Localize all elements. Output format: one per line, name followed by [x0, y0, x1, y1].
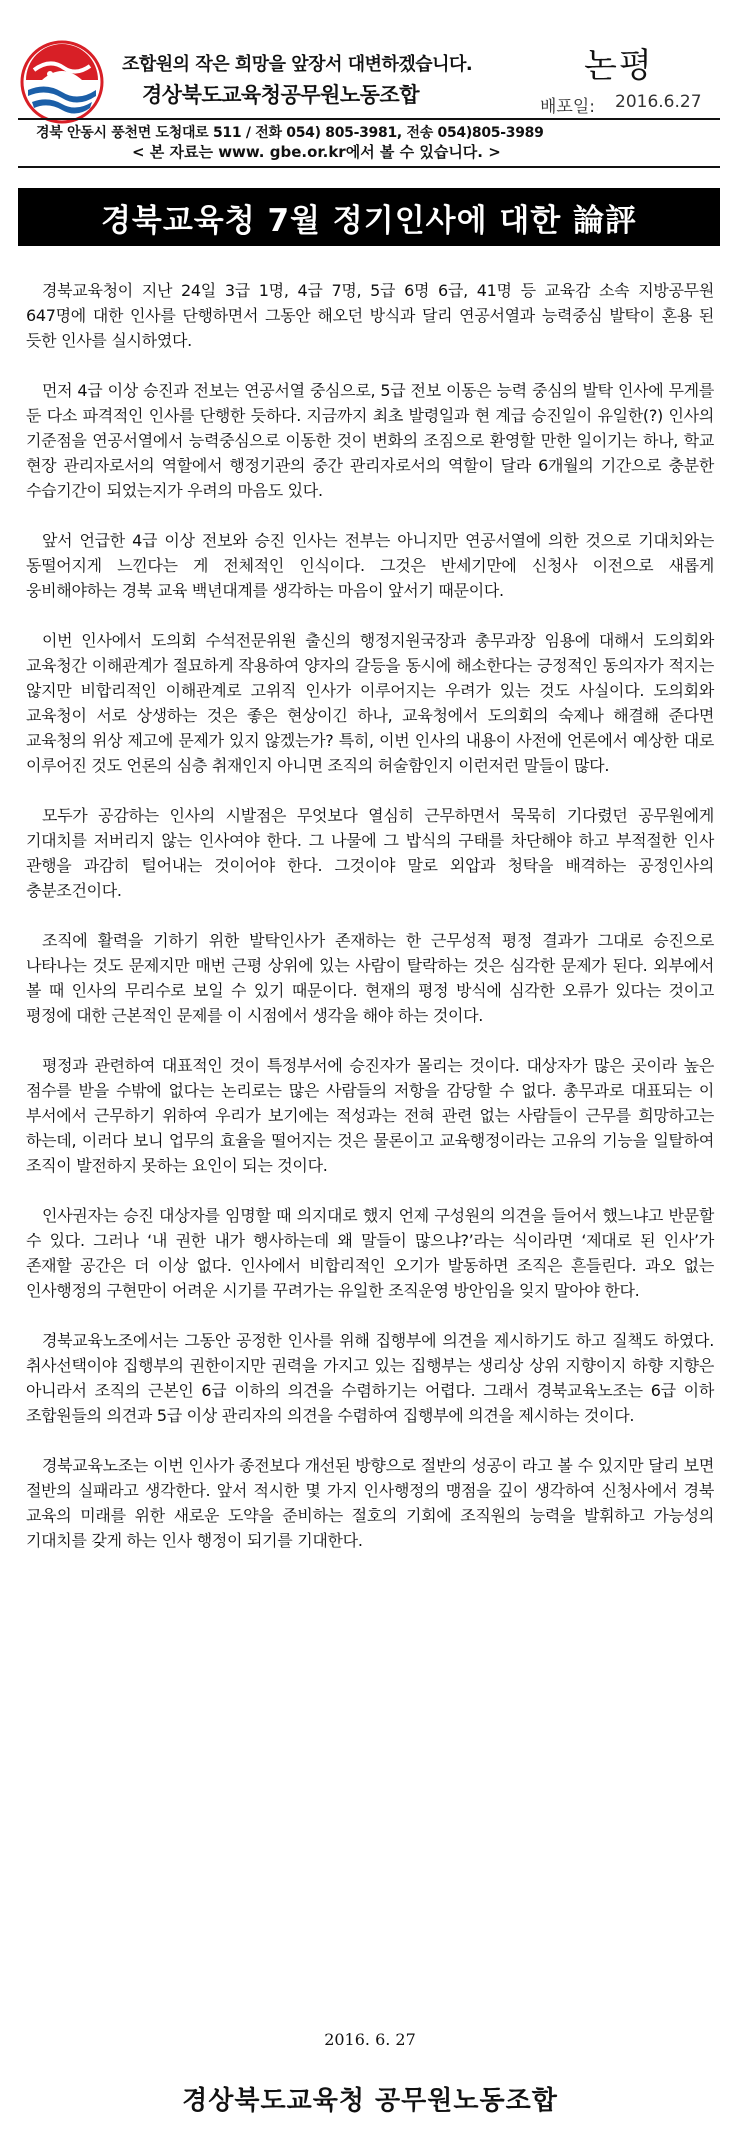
- union-name: 경상북도교육청공무원노동조합: [142, 83, 420, 107]
- paragraph: 모두가 공감하는 인사의 시발점은 무엇보다 열심히 근무하면서 묵묵히 기다렸던 공무원에게 기대치를 저버리지 않는 인사여야 한다. 그 나물에 그 밥식의 구태를 차단해야 하고 부적절한 인사 관행을 과감히 털어내는 것이어야 한다. 그것이야 말로 외압과 청탁을 배격하는 공정인사의 충분조건이다.: [26, 806, 714, 900]
- article-body: [26, 278, 714, 1578]
- paragraph: 앞서 언급한 4급 이상 전보와 승진 인사는 전부는 아니지만 연공서열에 의한 것으로 기대치와는 동떨어지게 느낀다는 게 전체적인 인식이다. 그것은 반세기만에 신청사 이전으로 새롭게 웅비해야하는 경북 교육 백년대계를 생각하는 마음이 앞서기 때문이다.: [26, 531, 714, 600]
- title-banner: [18, 188, 720, 246]
- paragraph: 경북교육노조는 이번 인사가 종전보다 개선된 방향으로 절반의 성공이 라고 볼 수 있지만 달리 보면 절반의 실패라고 생각한다. 앞서 적시한 몇 가지 인사행정의 맹점을 깊이 생각하여 신청사에서 경북 교육의 미래를 위한 새로운 도약을 준비하는 절호의 기회에 조직원의 능력을 발휘하고 가능성의 기대치를 갖게 하는 인사 행정이 되기를 기대한다.: [26, 1456, 714, 1550]
- paragraph: 이번 인사에서 도의회 수석전문위원 출신의 행정지원국장과 총무과장 임용에 대해서 도의회와 교육청간 이해관계가 절묘하게 작용하여 양자의 갈등을 동시에 해소한다는 긍정적인 동의자가 적지는 않지만 비합리적인 이해관계로 고위직 인사가 이루어지는 우려가 있는 것도 사실이다. 도의회와 교육청이 서로 상생하는 것은 좋은 현상이긴 하나, 교육청에서 도의회의 숙제나 해결해 준다면 교육청의 위상 제고에 문제가 있지 않겠는가? 특히, 이번 인사의 내용이 사전에 언론에서 예상한 대로 이루어진 것도 언론의 심층 취재인지 아니면 조직의 허술함인지 이런저런 말들이 많다.: [26, 631, 714, 775]
- distribution-date: 2016.6.27: [615, 92, 702, 112]
- union-logo-icon: [20, 40, 104, 124]
- paragraph: 평정과 관련하여 대표적인 것이 특정부서에 승진자가 몰리는 것이다. 대상자가 많은 곳이라 높은 점수를 받을 수밖에 없다는 논리로는 많은 사람들의 저항을 감당할 수 없다. 총무과로 대표되는 이 부서에서 근무하기 위하여 우리가 보기에는 적성과는 전혀 관련 없는 사람들이 근무를 희망하고는 하는데, 이러다 보니 업무의 효율을 떨어지는 것은 물론이고 교육행정이라는 고유의 기능을 일탈하여 조직이 발전하지 못하는 요인이 되는 것이다.: [26, 1056, 714, 1175]
- paragraph: 먼저 4급 이상 승진과 전보는 연공서열 중심으로, 5급 전보 이동은 능력 중심의 발탁 인사에 무게를 둔 다소 파격적인 인사를 단행한 듯하다. 지금까지 최초 발령일과 현 계급 승진일이 유일한(?) 인사의 기준점을 연공서열에서 능력중심으로 이동한 것이 변화의 조짐으로 환영할 만한 일이기는 하나, 학교 현장 관리자로서의 역할에서 행정기관의 중간 관리자로서의 역할이 달라 6개월의 기간으로 충분한 수습기간이 되었는지가 우려의 마음도 있다.: [26, 381, 714, 500]
- letterhead: [0, 0, 740, 168]
- distribution-label: 배포일:: [540, 97, 595, 117]
- header-divider-bottom: [18, 166, 720, 168]
- header-divider-top: [18, 118, 720, 120]
- document-title: 경북교육청 7월 정기인사에 대한 論評: [100, 202, 638, 239]
- paragraph: 경북교육노조에서는 그동안 공정한 인사를 위해 집행부에 의견을 제시하기도 하고 질책도 하였다. 취사선택이야 집행부의 권한이지만 권력을 가지고 있는 집행부는 생리상 상위 지향이지 하향 지향은 아니라서 조직의 근본인 6급 이하의 의견을 수렴하기는 어렵다. 그래서 경북교육노조는 6급 이하 조합원들의 의견과 5급 이상 관리자의 의견을 수렴하여 집행부에 의견을 제시하는 것이다.: [26, 1331, 714, 1425]
- paragraph: 인사권자는 승진 대상자를 임명할 때 의지대로 했지 언제 구성원의 의견을 들어서 했느냐고 반문할 수 있다. 그러나 ‘내 권한 내가 행사하는데 왜 말들이 많으냐?’라는 식이라면 ‘제대로 된 인사’가 존재할 공간은 더 이상 없다. 인사에서 비합리적인 오기가 발동하면 조직은 흔들린다. 과오 없는 인사행정의 구현만이 어려운 시기를 꾸려가는 유일한 조직운영 방안임을 잊지 말아야 한다.: [26, 1206, 714, 1300]
- paragraph: 경북교육청이 지난 24일 3급 1명, 4급 7명, 5급 6명 6급, 41명 등 교육감 소속 지방공무원 647명에 대한 인사를 단행하면서 그동안 해오던 방식과 달리 연공서열과 능력중심 발탁이 혼용 된 듯한 인사를 실시하였다.: [26, 281, 714, 350]
- doc-type-label: 논평: [584, 46, 654, 86]
- source-note: < 본 자료는 www. gbe.or.kr에서 볼 수 있습니다. >: [132, 143, 501, 161]
- contact-info: 경북 안동시 풍천면 도청대로 511 / 전화 054) 805-3981, 전송 054)805-3989: [36, 125, 544, 141]
- closing-date: 2016. 6. 27: [324, 2030, 416, 2049]
- tagline: 조합원의 작은 희망을 앞장서 대변하겠습니다.: [122, 54, 473, 75]
- closing-signature: 경상북도교육청 공무원노동조합: [182, 2086, 558, 2116]
- paragraph: 조직에 활력을 기하기 위한 발탁인사가 존재하는 한 근무성적 평정 결과가 그대로 승진으로 나타나는 것도 문제지만 매번 근평 상위에 있는 사람이 탈락하는 것은 심각한 문제가 된다. 외부에서 볼 때 인사의 무리수로 보일 수 있기 때문이다. 현재의 평정 방식에 심각한 오류가 있다는 것이고 평정에 대한 근본적인 문제를 이 시점에서 생각을 해야 하는 것이다.: [26, 931, 714, 1025]
